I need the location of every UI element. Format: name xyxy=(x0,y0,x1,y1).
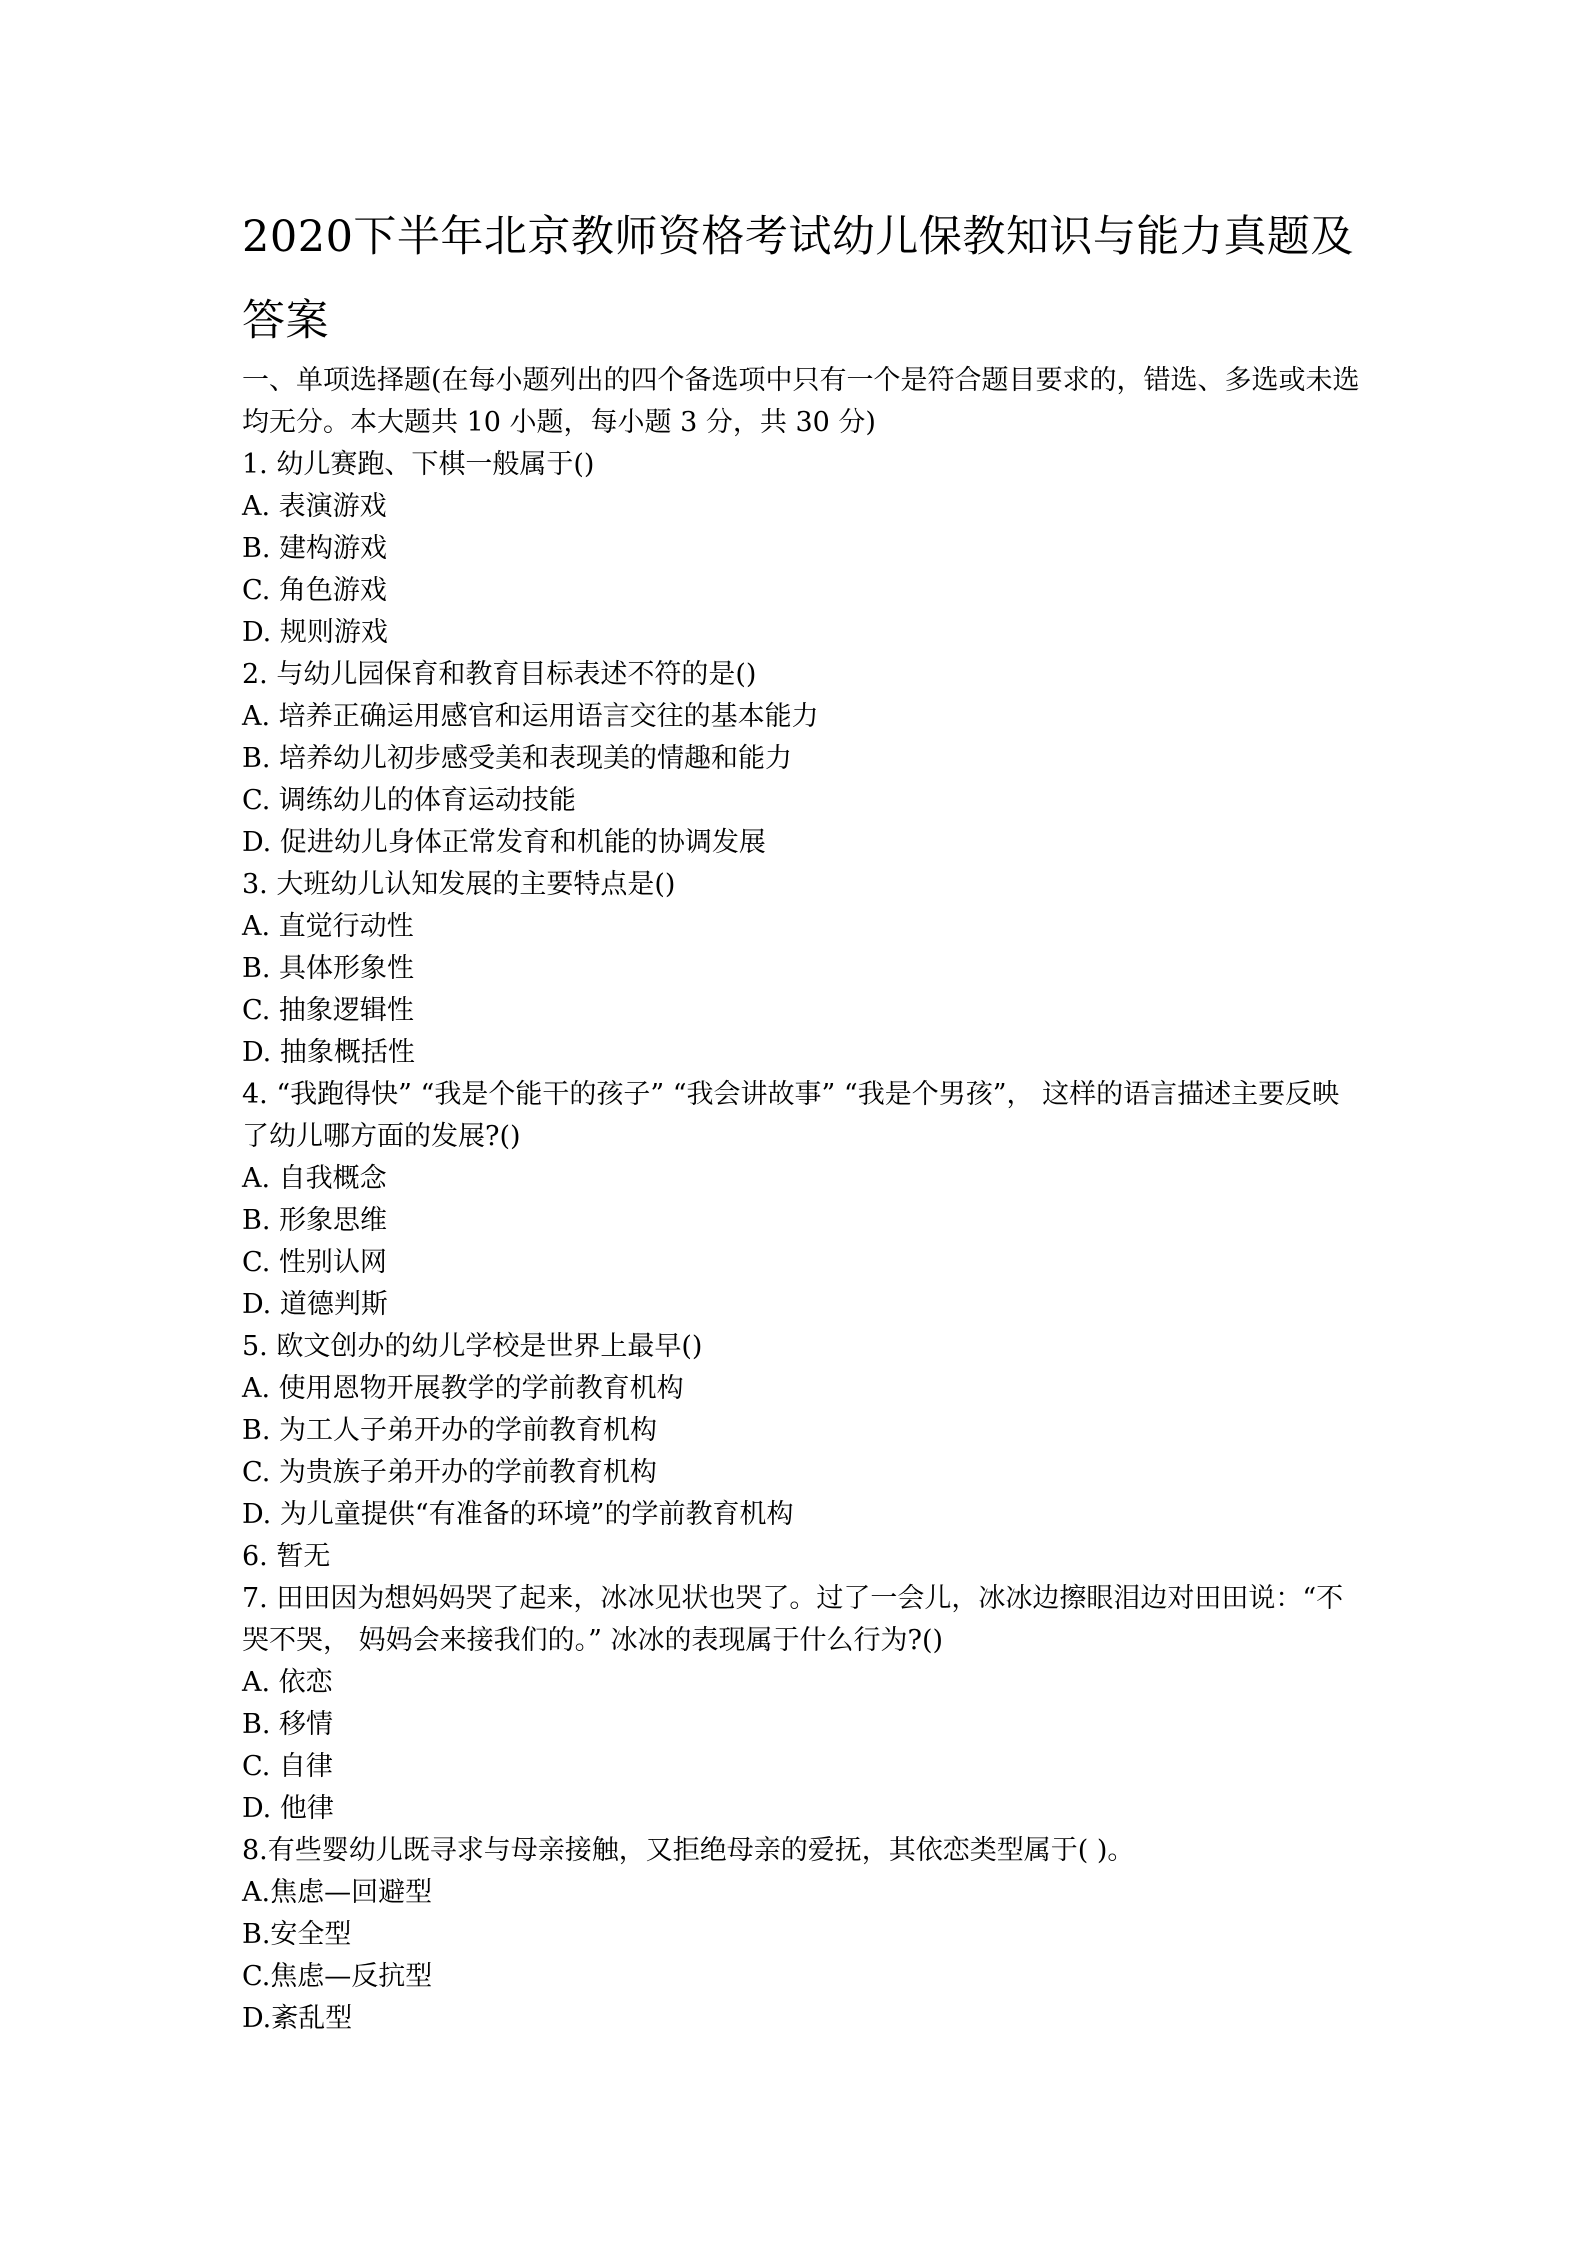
question-8 xyxy=(242,1830,1362,2040)
question-stem: 8.有些婴幼儿既寻求与母亲接触，又拒绝母亲的爱抚，其依恋类型属于( )。 xyxy=(242,1835,1135,1866)
question-stem: 7. 田田因为想妈妈哭了起来，冰冰见状也哭了。过了一会儿，冰冰边擦眼泪边对田田说：“不哭不哭， 妈妈会来接我们的。” 冰冰的表现属于什么行为?() xyxy=(242,1583,1344,1656)
document-title: 2020下半年北京教师资格考试幼儿保教知识与能力真题及答案 xyxy=(242,212,1354,346)
section-heading: 一、单项选择题(在每小题列出的四个备选项中只有一个是符合题目要求的，错选、多选或未选均无分。本大题共 10 小题，每小题 3 分，共 30 分) xyxy=(242,365,1360,438)
option-d: D.紊乱型 xyxy=(242,2003,353,2034)
option-c: C. 为贵族子弟开办的学前教育机构 xyxy=(242,1457,657,1488)
question-5 xyxy=(242,1326,1362,1536)
option-c: C. 抽象逻辑性 xyxy=(242,995,414,1026)
option-d: D. 他律 xyxy=(242,1793,334,1824)
question-6 xyxy=(242,1536,1362,1578)
option-c: C. 自律 xyxy=(242,1751,333,1782)
option-d: D. 为儿童提供“有准备的环境”的学前教育机构 xyxy=(242,1499,794,1530)
question-2 xyxy=(242,654,1362,864)
document-body xyxy=(242,360,1362,2040)
option-b: B. 移情 xyxy=(242,1709,334,1740)
question-stem: 1. 幼儿赛跑、下棋一般属于() xyxy=(242,449,595,480)
option-b: B.安全型 xyxy=(242,1919,352,1950)
option-c: C. 角色游戏 xyxy=(242,575,387,606)
option-a: A. 使用恩物开展教学的学前教育机构 xyxy=(242,1373,684,1404)
option-c: C. 性别认网 xyxy=(242,1247,387,1278)
question-stem: 4. “我跑得快” “我是个能干的孩子” “我会讲故事” “我是个男孩”， 这样的语言描述主要反映了幼儿哪方面的发展?() xyxy=(242,1079,1340,1152)
question-stem: 3. 大班幼儿认知发展的主要特点是() xyxy=(242,869,676,900)
question-stem: 6. 暂无 xyxy=(242,1541,331,1572)
option-a: A. 表演游戏 xyxy=(242,491,387,522)
option-a: A. 直觉行动性 xyxy=(242,911,414,942)
option-d: D. 道德判斯 xyxy=(242,1289,388,1320)
option-a: A.焦虑—回避型 xyxy=(242,1877,433,1908)
option-d: D. 促进幼儿身体正常发育和机能的协调发展 xyxy=(242,827,766,858)
question-4 xyxy=(242,1074,1362,1326)
question-stem: 2. 与幼儿园保育和教育目标表述不符的是() xyxy=(242,659,757,690)
option-a: A. 培养正确运用感官和运用语言交往的基本能力 xyxy=(242,701,819,732)
option-c: C. 调练幼儿的体育运动技能 xyxy=(242,785,576,816)
option-b: B. 形象思维 xyxy=(242,1205,388,1236)
option-d: D. 规则游戏 xyxy=(242,617,388,648)
document-page xyxy=(242,0,1362,2244)
option-b: B. 具体形象性 xyxy=(242,953,415,984)
option-b: B. 培养幼儿初步感受美和表现美的情趣和能力 xyxy=(242,743,793,774)
question-1 xyxy=(242,444,1362,654)
question-3 xyxy=(242,864,1362,1074)
option-d: D. 抽象概括性 xyxy=(242,1037,415,1068)
question-stem: 5. 欧文创办的幼儿学校是世界上最早() xyxy=(242,1331,703,1362)
question-7 xyxy=(242,1578,1362,1830)
option-c: C.焦虑—反抗型 xyxy=(242,1961,433,1992)
option-a: A. 依恋 xyxy=(242,1667,333,1698)
option-a: A. 自我概念 xyxy=(242,1163,387,1194)
option-b: B. 建构游戏 xyxy=(242,533,388,564)
option-b: B. 为工人子弟开办的学前教育机构 xyxy=(242,1415,658,1446)
